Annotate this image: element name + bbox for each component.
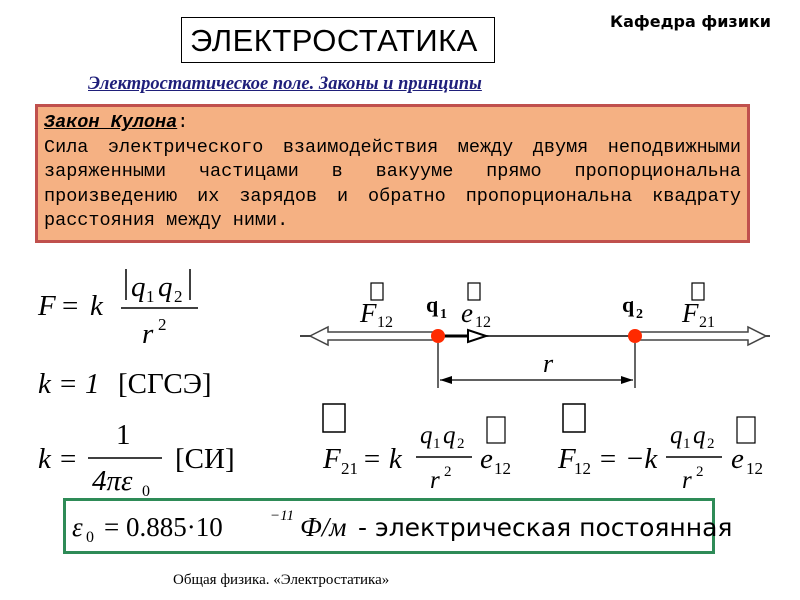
f12-q2-sub: 2 [707, 436, 715, 452]
coulomb-q2: q [158, 271, 173, 303]
charge-diagram [300, 283, 770, 388]
diagram-F12-sub: 12 [377, 314, 393, 331]
diagram-q1: q [426, 292, 439, 317]
diagram-q2: q [622, 292, 635, 317]
unit-vector-arrowhead [468, 330, 486, 342]
f21-formula [322, 404, 511, 494]
vector-glyph-box [323, 404, 345, 432]
diagram-q1-sub: 1 [440, 307, 447, 322]
coulomb-r: r [142, 318, 154, 350]
epsilon-formula [72, 508, 732, 546]
f12-sub: 12 [574, 459, 591, 478]
k-cgs-value: k = 1 [38, 368, 100, 400]
coulomb-F: F [38, 290, 56, 322]
f21-q1-sub: 1 [433, 436, 441, 452]
coulomb-k: k [90, 290, 103, 322]
f12-formula [557, 404, 763, 494]
epsilon-sub: 0 [86, 529, 94, 546]
f12-r-exp: 2 [696, 464, 704, 480]
law-title: Закон Кулона [44, 112, 178, 133]
coulomb-q1: q [131, 271, 146, 303]
law-title-colon: : [177, 112, 189, 133]
coulomb-q2-sub: 2 [174, 287, 183, 306]
law-text: Сила электрического взаимодействия между двумя неподвижными заряженными частицами в вакууме прямо пропорциональна произведению их зарядов и обратно пропорциональна квадрату расстояния между ними. [44, 136, 741, 231]
epsilon-description: - электрическая постоянная [358, 513, 733, 542]
coulomb-q1-sub: 1 [146, 287, 155, 306]
coulomb-formula [37, 269, 198, 350]
r-arrow-right [621, 376, 633, 384]
diagram-F21: F [682, 298, 699, 328]
charge-q1 [431, 329, 445, 343]
vector-glyph-box [487, 417, 505, 443]
f21-e-sub: 12 [494, 459, 511, 478]
f12-q1: q [670, 422, 683, 449]
diagram-e12-sub: 12 [475, 314, 491, 331]
page-title: ЭЛЕКТРОСТАТИКА [181, 17, 495, 63]
k-si-den: 4πε [92, 465, 133, 497]
f12-e-sub: 12 [746, 459, 763, 478]
footer-caption: Общая физика. «Электростатика» [173, 572, 390, 588]
k-si-k: k = [38, 443, 78, 475]
section-subtitle: Электростатическое поле. Законы и принципы [88, 74, 482, 94]
f21-q2-sub: 2 [457, 436, 465, 452]
epsilon-symbol: ε [72, 512, 83, 542]
vector-glyph-box [737, 417, 755, 443]
f12-F: F [558, 443, 576, 475]
f21-q2: q [443, 422, 456, 449]
diagram-F21-sub: 21 [699, 314, 715, 331]
f21-r: r [430, 467, 440, 494]
f21-sub: 21 [341, 459, 358, 478]
f12-q2: q [693, 422, 706, 449]
f12-q1-sub: 1 [683, 436, 691, 452]
f12-r: r [682, 467, 692, 494]
epsilon-exp: −11 [270, 508, 295, 524]
epsilon-unit: Ф/м [300, 512, 347, 542]
epsilon-value: = 0.885·10 [104, 512, 223, 542]
f21-q1: q [420, 422, 433, 449]
diagram-q2-sub: 2 [636, 307, 643, 322]
coulomb-eq: = [62, 290, 79, 322]
diagram-e12: e [461, 298, 473, 328]
f21-F: F [323, 443, 341, 475]
f12-rhs: = −k [598, 443, 658, 475]
k-cgs-unit: [СГСЭ] [118, 368, 212, 400]
coulomb-r-exp: 2 [158, 315, 167, 334]
department-label: Кафедра физики [610, 12, 772, 31]
vector-glyph-box [563, 404, 585, 432]
diagram-F12: F [360, 298, 377, 328]
k-si-num: 1 [116, 419, 131, 451]
k-si-unit: [СИ] [175, 443, 235, 475]
force-f12-arrow [310, 327, 438, 345]
charge-q2 [628, 329, 642, 343]
k-si-formula [38, 419, 235, 500]
f21-r-exp: 2 [444, 464, 452, 480]
f21-e: e [480, 443, 493, 475]
r-arrow-left [440, 376, 452, 384]
k-si-den-sub: 0 [142, 483, 150, 500]
k-cgs-formula [38, 368, 212, 400]
f12-e: e [731, 443, 744, 475]
f21-rhs: = k [362, 443, 402, 475]
distance-r-label: r [543, 349, 554, 378]
